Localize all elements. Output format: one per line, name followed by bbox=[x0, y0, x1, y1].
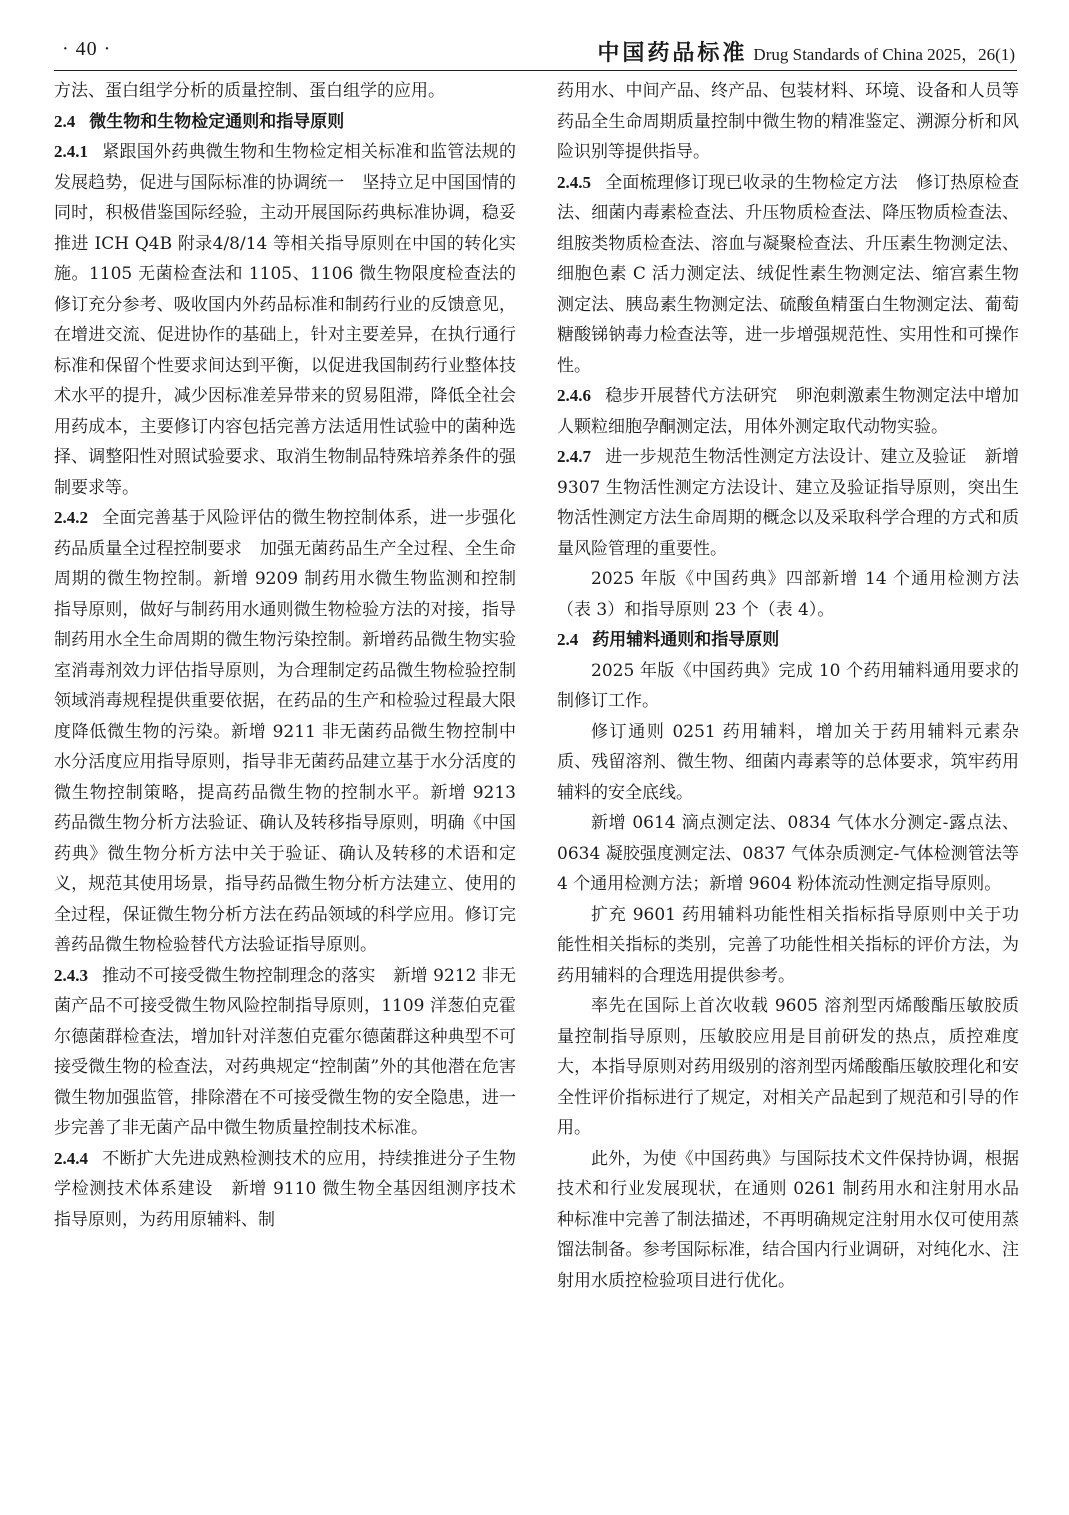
paragraph: 2025 年版《中国药典》完成 10 个药用辅料通用要求的制修订工作。 bbox=[557, 660, 1019, 711]
paragraph: 新增 0614 滴点测定法、0834 气体水分测定-露点法、0634 凝胶强度测定法、0837 气体杂质测定-气体检测管法等 4 个通用检测方法；新增 9604 粉体流动性测定指导原则。 bbox=[557, 813, 1019, 894]
subsection-title: 全面完善基于风险评估的微生物控制体系，进一步强化药品质量全过程控制要求 bbox=[54, 508, 516, 559]
section-title: 微生物和生物检定通则和指导原则 bbox=[89, 111, 345, 132]
subsection-number: 2.4.3 bbox=[54, 965, 88, 985]
paragraph: 率先在国际上首次收载 9605 溶剂型丙烯酸酯压敏胶质量控制指导原则，压敏胶应用是目前研发的热点，质控难度大，本指导原则对药用级别的溶剂型丙烯酸酯压敏胶理化和安全性评价指标进行了规定，对相关产品起到了规范和引导的作用。 bbox=[557, 996, 1019, 1138]
subsection-body: 修订热原检查法、细菌内毒素检查法、升压物质检查法、降压物质检查法、组胺类物质检查法、溶血与凝聚检查法、升压素生物测定法、细胞色素 C 活力测定法、绒促性素生物测定法、缩宫素生物测定法、胰岛素生物测定法、硫酸鱼精蛋白生物测定法、葡萄糖酸锑钠毒力检查法等，进一步增强规范性、实用性和可操作性。 bbox=[557, 172, 1019, 376]
section-heading bbox=[557, 625, 1019, 656]
paragraph: 方法、蛋白组学分析的质量控制、蛋白组学的应用。 bbox=[54, 81, 445, 101]
subsection-body: 新增 9212 非无菌产品不可接受微生物风险控制指导原则，1109 洋葱伯克霍尔德菌群检查法，增加针对洋葱伯克霍尔德菌群这种典型不可接受微生物的检查法，对药典规定“控制菌”外的其他潜在危害微生物加强监管，排除潜在不可接受微生物的安全隐患，进一步完善了非无菌产品中微生物质量控制技术标准。 bbox=[54, 965, 516, 1138]
journal-title-en: Drug Standards of China 2025，26(1) bbox=[753, 45, 1015, 64]
left-column bbox=[54, 76, 516, 1235]
subsection-number: 2.4.1 bbox=[54, 142, 88, 161]
subsection bbox=[54, 503, 516, 961]
page-number: · 40 · bbox=[62, 38, 112, 60]
paragraph: 药用水、中间产品、终产品、包装材料、环境、设备和人员等药品全生命周期质量控制中微生物的精准鉴定、溯源分析和风险识别等提供指导。 bbox=[557, 81, 1019, 162]
paragraph: 此外，为使《中国药典》与国际技术文件保持协调，根据技术和行业发展现状，在通则 0261 制药用水和注射用水品种标准中完善了制法描述，不再明确规定注射用水仅可使用蒸馏法制备。参考国际标准，结合国内行业调研，对纯化水、注射用水质控检验项目进行优化。 bbox=[557, 1148, 1019, 1291]
journal-title bbox=[597, 36, 1015, 67]
subsection-title: 紧跟国外药典微生物和生物检定相关标准和监管法规的发展趋势，促进与国际标准的协调统一 bbox=[54, 142, 516, 193]
section-heading bbox=[54, 107, 516, 138]
journal-title-cn: 中国药品标准 bbox=[597, 40, 748, 66]
subsection-title: 不断扩大先进成熟检测技术的应用，持续推进分子生物学检测技术体系建设 bbox=[54, 1148, 516, 1199]
right-column bbox=[557, 76, 1019, 1296]
paragraph: 扩充 9601 药用辅料功能性相关指标指导原则中关于功能性相关指标的类别，完善了功能性相关指标的评价方法，为药用辅料的合理选用提供参考。 bbox=[557, 904, 1019, 986]
subsection-number: 2.4.4 bbox=[54, 1148, 88, 1168]
subsection-body: 加强无菌药品生产全过程、全生命周期的微生物控制。新增 9209 制药用水微生物监测和控制指导原则，做好与制药用水通则微生物检验方法的对接，指导制药用水全生命周期的微生物污染控制。新增药品微生物实验室消毒剂效力评估指导原则，为合理制定药品微生物检验控制领域消毒规程提供重要依据，在药品的生产和检验过程最大限度降低微生物的污染。新增 9211 非无菌药品微生物控制中水分活度应用指导原则，指导非无菌药品建立基于水分活度的微生物控制策略，提高药品微生物的控制水平。新增 9213 药品微生物分析方法验证、确认及转移指导原则，明确《中国药典》微生物分析方法中关于验证、确认及转移的术语和定义，规范其使用场景，指导药品微生物分析方法建立、使用的全过程，保证微生物分析方法在药品领域的科学应用。修订完善药品微生物检验替代方法验证指导原则。 bbox=[54, 538, 517, 955]
subsection-title: 稳步开展替代方法研究 bbox=[605, 386, 778, 406]
running-header bbox=[54, 36, 1017, 71]
subsection-number: 2.4.2 bbox=[54, 508, 88, 527]
subsection-body: 卵泡刺激素生物测定法中增加人颗粒细胞孕酮测定法，用体外测定取代动物实验。 bbox=[557, 386, 1020, 437]
subsection bbox=[54, 137, 516, 503]
subsection bbox=[557, 381, 1019, 442]
paragraph: 修订通则 0251 药用辅料，增加关于药用辅料元素杂质、残留溶剂、微生物、细菌内毒素等的总体要求，筑牢药用辅料的安全底线。 bbox=[557, 721, 1019, 803]
subsection bbox=[54, 1144, 516, 1236]
paragraph: 2025 年版《中国药典》四部新增 14 个通用检测方法（表 3）和指导原则 23 个（表 4）。 bbox=[557, 569, 1019, 620]
subsection-body: 新增 9110 微生物全基因组测序技术指导原则，为药用原辅料、制 bbox=[54, 1179, 517, 1230]
section-number: 2.4 bbox=[557, 630, 579, 649]
section-title: 药用辅料通则和指导原则 bbox=[592, 630, 780, 650]
subsection bbox=[54, 961, 516, 1144]
subsection-number: 2.4.7 bbox=[557, 447, 591, 466]
subsection bbox=[557, 442, 1019, 564]
subsection-title: 进一步规范生物活性测定方法设计、建立及验证 bbox=[605, 447, 967, 467]
subsection-body: 坚持立足中国国情的同时，积极借鉴国际经验，主动开展国际药典标准协调，稳妥推进 ICH Q4B 附录4/8/14 等相关指导原则在中国的转化实施。1105 无菌检查法和 1105、1106 微生物限度检查法的修订充分参考、吸收国内外药品标准和制药行业的反馈意见，在增进交流、促进协作的基础上，针对主要差异，在执行通行标准和保留个性要求间达到平衡，以促进我国制药行业整体技术水平的提升，减少因标准差异带来的贸易阻滞，降低全社会用药成本，主要修订内容包括完善方法适用性试验中的菌种选择、调整阳性对照试验要求、取消生物制品特殊培养条件的强制要求等。 bbox=[54, 172, 517, 498]
subsection bbox=[557, 168, 1019, 382]
subsection-number: 2.4.6 bbox=[557, 386, 591, 405]
subsection-title: 推动不可接受微生物控制理念的落实 bbox=[102, 965, 376, 986]
section-number: 2.4 bbox=[54, 111, 76, 131]
subsection-body: 新增 9307 生物活性测定方法设计、建立及验证指导原则，突出生物活性测定方法生命周期的概念以及采取科学合理的方式和质量风险管理的重要性。 bbox=[557, 447, 1020, 559]
subsection-number: 2.4.5 bbox=[557, 172, 591, 192]
subsection-title: 全面梳理修订现已收录的生物检定方法 bbox=[605, 172, 898, 193]
